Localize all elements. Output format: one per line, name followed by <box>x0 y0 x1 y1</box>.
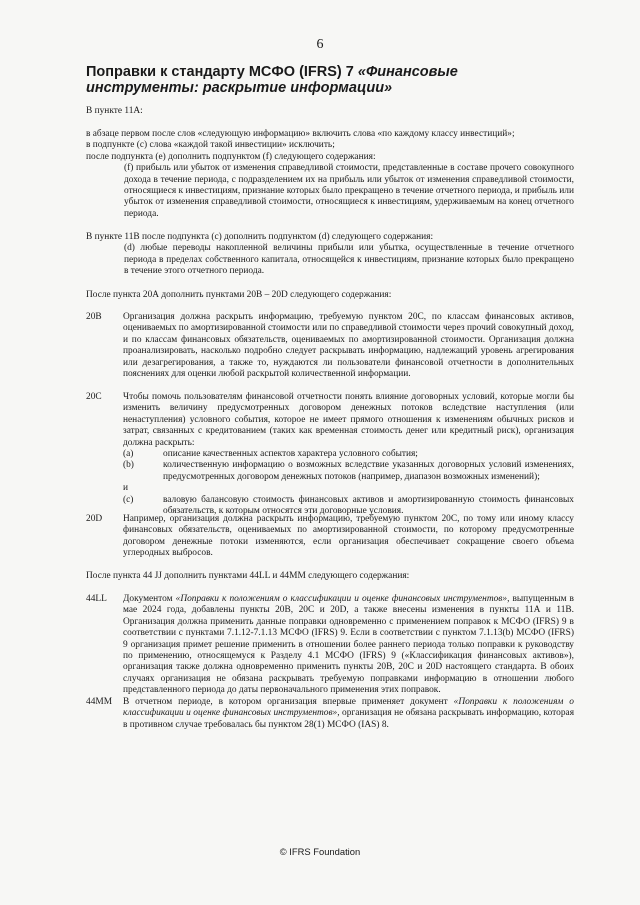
paragraph-number-20c: 20С <box>86 392 102 402</box>
section-11b-heading: В пункте 11В после подпункта (с) дополнить подпунктом (d) следующего содержания: <box>86 232 434 242</box>
paragraph-44mm: В отчетном периоде, в котором организация впервые применяет документ «Поправки к положениям о классификации и оценке финансовых инструментов», организация не обязана раскрывать информацию, которая в противном случае требовалась бы пунктом 28(1) МСФО (IAS) 8. <box>123 697 575 730</box>
section-20a-heading: После пункта 20А дополнить пунктами 20В – 20D следующего содержания: <box>86 290 392 300</box>
section-11a-body <box>86 129 574 220</box>
paragraph-20b: Организация должна раскрыть информацию, требуемую пунктом 20С, по классам финансовых активов, оцениваемых по амортизированной стоимости или по справедливой стоимости через прочий совокупный доход, и по классам финансовых обязательств, оцениваемых по амортизированной стоимости. Организация должна проанализировать, насколько подробно следует раскрывать информацию, надлежащий уровень агрегирования или дезагрегирования, а также то, нуждаются ли пользователи финансовой отчетности в дополнительных пояснениях для оценки любой раскрытой количественной информации. <box>123 312 574 380</box>
subparagraph-f: (f) прибыль или убыток от изменения справедливой стоимости, представленные в составе прочего совокупного дохода в течение периода, с подразделением их на прибыль или убыток от изменения справедливой стоимости, относящиеся к инвестициям, признание которых было прекращено в течение отчетного периода, и прибыль или убыток от изменения справедливой стоимости, относящиеся к инвестициям, удерживаемым на конец отчетного периода. <box>124 163 574 219</box>
paragraph-number-44ll: 44LL <box>86 594 107 604</box>
title-standard: Поправки к стандарту МСФО (IFRS) 7 <box>86 64 358 80</box>
subparagraph-d: (d) любые переводы накопленной величины прибыли или убытка, осуществленные в течение отчетного периода в пределах собственного капитала, относящейся к инвестициям, признание которых было прекращено в течение этого отчетного периода. <box>124 243 574 277</box>
paragraph-20c <box>123 392 574 517</box>
paragraph-44ll: Документом «Поправки к положениям о классификации и оценке финансовых инструментов», выпущенным в мае 2024 года, добавлены пункты 20В, 20С и 20D, а также внесены изменения в пункты 11А и 11В. Организация должна применить данные поправки одновременно с применением поправок к МСФО (IFRS) 9 в соответствии с пунктами 7.1.12-7.1.13 МСФО (IFRS) 9. Если в соответствии с пунктом 7.1.13(b) МСФО (IFRS) 9 организация примет решение применить в отношении более раннего периода только поправки к руководству по применению, относящемуся к Разделу 4.1 МСФО (IFRS) 9 («Классификация финансовых активов»), организация также должна одновременно применить пункты 20В, 20С и 20D настоящего стандарта. В обоих случаях организация не обязана раскрывать требуемую поправками информацию в отношении любого представленного периода до даты первоначального применения этих поправок. <box>123 594 574 696</box>
item-a: (a) описание качественных аспектов характера условного события; <box>123 449 418 460</box>
item-b: (b) количественную информацию о возможных вследствие указанных договорных условий изменениях, предусмотренных договором денежных потоков (например, диапазон возможных изменений); <box>123 460 574 482</box>
paragraph-number-20b: 20В <box>86 312 102 322</box>
item-c: (c) валовую балансовую стоимость финансовых активов и амортизированную стоимость финансовых обязательств, к которым относятся эти договорные условия. <box>123 494 574 517</box>
section-44jj-heading: После пункта 44 JJ дополнить пунктами 44LL и 44ММ следующего содержания: <box>86 571 410 581</box>
document-title-ref: «Поправки к положениям о классификации и оценке финансовых инструментов» <box>175 594 508 604</box>
page-number: 6 <box>316 37 324 52</box>
conjunction-and: и <box>123 483 129 494</box>
amend-line-1: в абзаце первом после слов «следующую информацию» включить слова «по каждому классу инвестиций»; <box>86 129 515 139</box>
title-standard-name: «Финансовые инструменты: раскрытие информации» <box>86 64 458 96</box>
amend-line-2: в подпункте (с) слова «каждой такой инвестиции» исключить; <box>86 140 335 151</box>
document-title-ref: «Поправки к положениям о классификации и оценке финансовых инструментов» <box>123 697 574 719</box>
paragraph-20d: Например, организация должна раскрыть информацию, требуемую пунктом 20С, по тому или иному классу финансовых обязательств, оцениваемых по амортизированной стоимости, по которому предусмотренные договором денежные потоки изменяются, если организация обеспечивает сокращение своего объема углеродных выбросов. <box>123 514 574 559</box>
section-title <box>86 64 566 96</box>
paragraph-number-20d: 20D <box>86 514 103 524</box>
section-11a-heading: В пункте 11А: <box>86 106 143 116</box>
footer-copyright: © IFRS Foundation <box>279 846 361 857</box>
amend-line-3: после подпункта (е) дополнить подпунктом (f) следующего содержания: <box>86 151 376 162</box>
paragraph-20c-intro: Чтобы помочь пользователям финансовой отчетности понять влияние договорных условий, которые могли бы изменить величину предусмотренных договором денежных потоков вследствие наступления (или ненаступления) условного события, которое не имеет прямого отношения к изменениям обычных рисков и затрат, связанных с кредитованием (таких как временная стоимость денег или кредитный риск), организация должна раскрыть: <box>123 392 574 448</box>
paragraph-number-44mm: 44ММ <box>86 697 113 707</box>
section-11b <box>86 232 574 278</box>
